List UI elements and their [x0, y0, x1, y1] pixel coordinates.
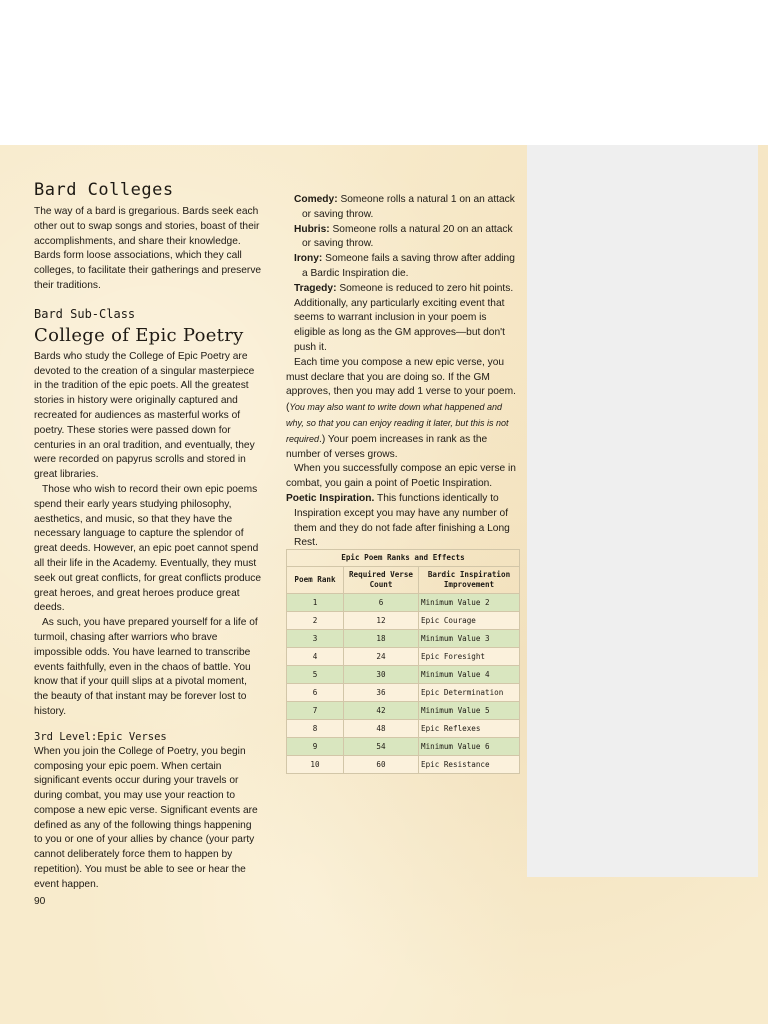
event-term: Hubris: [294, 223, 330, 235]
cell-rank: 9 [287, 738, 344, 756]
cell-improvement: Minimum Value 6 [419, 738, 520, 756]
after-events-text: Additionally, any particularly exciting event that seems to warrant inclusion in your poem is eligible as long as the GM approves—but don't push it. [294, 297, 505, 353]
table-row [287, 594, 520, 612]
cell-improvement: Minimum Value 5 [419, 702, 520, 720]
cell-verse-count: 18 [344, 630, 419, 648]
table-caption: Epic Poem Ranks and Effects [286, 549, 520, 566]
inspiration-term: Poetic Inspiration. [286, 492, 375, 504]
cell-rank: 1 [287, 594, 344, 612]
event-irony [294, 252, 520, 282]
cell-rank: 3 [287, 630, 344, 648]
cell-verse-count: 54 [344, 738, 419, 756]
cell-verse-count: 24 [344, 648, 419, 666]
cell-improvement: Minimum Value 3 [419, 630, 520, 648]
cell-improvement: Epic Reflexes [419, 720, 520, 738]
subclass-title: College of Epic Poetry [34, 324, 244, 346]
cell-rank: 7 [287, 702, 344, 720]
cell-verse-count: 60 [344, 756, 419, 774]
header-verse-count: Required Verse Count [344, 567, 419, 594]
event-comedy [294, 193, 520, 223]
page-number: 90 [34, 895, 46, 907]
event-text: Someone rolls a natural 1 on an attack or saving throw. [302, 194, 515, 220]
cell-improvement: Epic Courage [419, 612, 520, 630]
inspiration-paragraph [286, 492, 520, 551]
cell-improvement: Epic Resistance [419, 756, 520, 774]
event-tragedy [286, 282, 520, 356]
success-paragraph: When you successfully compose an epic verse in combat, you gain a point of Poetic Inspiration. [286, 463, 516, 490]
cell-improvement: Minimum Value 2 [419, 594, 520, 612]
paragraph-2: Those who wish to record their own epic poems spend their early years studying philosophy, aesthetics, and music, so that they have the necessary language to capture the splendor of great deeds. However, an epic poet cannot spend all their life in the Academy. Eventually, they must seek out great conflicts, for great conflicts produce great heroes, and great heroes produce great deeds. [34, 483, 262, 614]
intro-paragraph: The way of a bard is gregarious. Bards seek each other out to swap songs and stories, boast of their accomplishments, and share their knowledge. Bards form loose associations, which they call colleges, to facilitate their gatherings and preserve their traditions. [34, 206, 262, 291]
cell-rank: 6 [287, 684, 344, 702]
compose-italic-note: You may also want to write down what happened and why, so that you can enjoy reading it later, but this is not required [286, 402, 509, 444]
table-row [287, 702, 520, 720]
table-row [287, 756, 520, 774]
table-row [287, 648, 520, 666]
event-hubris [294, 223, 520, 253]
event-term: Irony: [294, 253, 323, 265]
table-header-row [287, 567, 520, 594]
table-row [287, 630, 520, 648]
cell-verse-count: 42 [344, 702, 419, 720]
table-row [287, 666, 520, 684]
cell-rank: 10 [287, 756, 344, 774]
cell-improvement: Epic Determination [419, 684, 520, 702]
cell-verse-count: 30 [344, 666, 419, 684]
compose-text-b: .) Your poem increases in rank as the number of verses grows. [286, 433, 488, 460]
table-body [287, 594, 520, 774]
side-panel [527, 145, 758, 877]
epic-poem-ranks-table [286, 549, 520, 774]
event-text: Someone fails a saving throw after adding a Bardic Inspiration die. [302, 253, 515, 279]
paragraph-1: Bards who study the College of Epic Poetry are devoted to the creation of a singular masterpiece in the tradition of the epic poets. All the greatest stories in history were originally captured and recreated for audiences as masterful works of poetry. These stories were passed down for centuries in an oral tradition, and eventually, they were recorded on papyrus scrolls and stored in great libraries. [34, 350, 255, 481]
compose-text-a: Each time you compose a new epic verse, you must declare that you are doing so. If the GM approves, then you may add 1 verse to your poem. ( [286, 356, 516, 414]
event-text: Someone is reduced to zero hit points. [339, 282, 514, 294]
cell-rank: 2 [287, 612, 344, 630]
header-improvement: Bardic Inspiration Improvement [419, 567, 520, 594]
inspiration-text: This functions identically to Inspiration except you may have any number of them and they do not fade after finishing a Long Rest. [294, 492, 510, 549]
table-row [287, 612, 520, 630]
cell-improvement: Epic Foresight [419, 648, 520, 666]
left-column [34, 179, 262, 909]
paragraph-3: As such, you have prepared yourself for a life of turmoil, chasing after warriors who brave impossible odds. You have learned to transcribe events faithfully, even in the chaos of battle. You know that if your quill slips at a pivotal moment, the beauty of that instant may be forever lost to history. [34, 617, 258, 717]
table-row [287, 684, 520, 702]
cell-verse-count: 36 [344, 684, 419, 702]
header-poem-rank: Poem Rank [287, 567, 344, 594]
cell-rank: 4 [287, 648, 344, 666]
paragraph-4: When you join the College of Poetry, you begin composing your epic poem. When certain significant events occur during your travels or during combat, you may use your reaction to compose a new epic verse. Significant events are defined as any of the following things happening to you or one of your allies by chance (your party cannot deliberately force them to happen by repetition). You must be able to see or hear the event happen. [34, 745, 258, 890]
cell-improvement: Minimum Value 4 [419, 666, 520, 684]
compose-paragraph [286, 356, 520, 463]
cell-verse-count: 12 [344, 612, 419, 630]
cell-verse-count: 6 [344, 594, 419, 612]
section-title: Bard Colleges [34, 180, 174, 200]
cell-rank: 5 [287, 666, 344, 684]
event-term: Comedy: [294, 194, 338, 205]
level-heading: 3rd Level:Epic Verses [34, 730, 167, 743]
cell-verse-count: 48 [344, 720, 419, 738]
table-row [287, 738, 520, 756]
right-column [286, 193, 520, 551]
table-row [287, 720, 520, 738]
cell-rank: 8 [287, 720, 344, 738]
subclass-label: Bard Sub-Class [34, 306, 136, 321]
event-term: Tragedy: [294, 282, 337, 294]
event-text: Someone rolls a natural 20 on an attack or saving throw. [302, 223, 513, 250]
